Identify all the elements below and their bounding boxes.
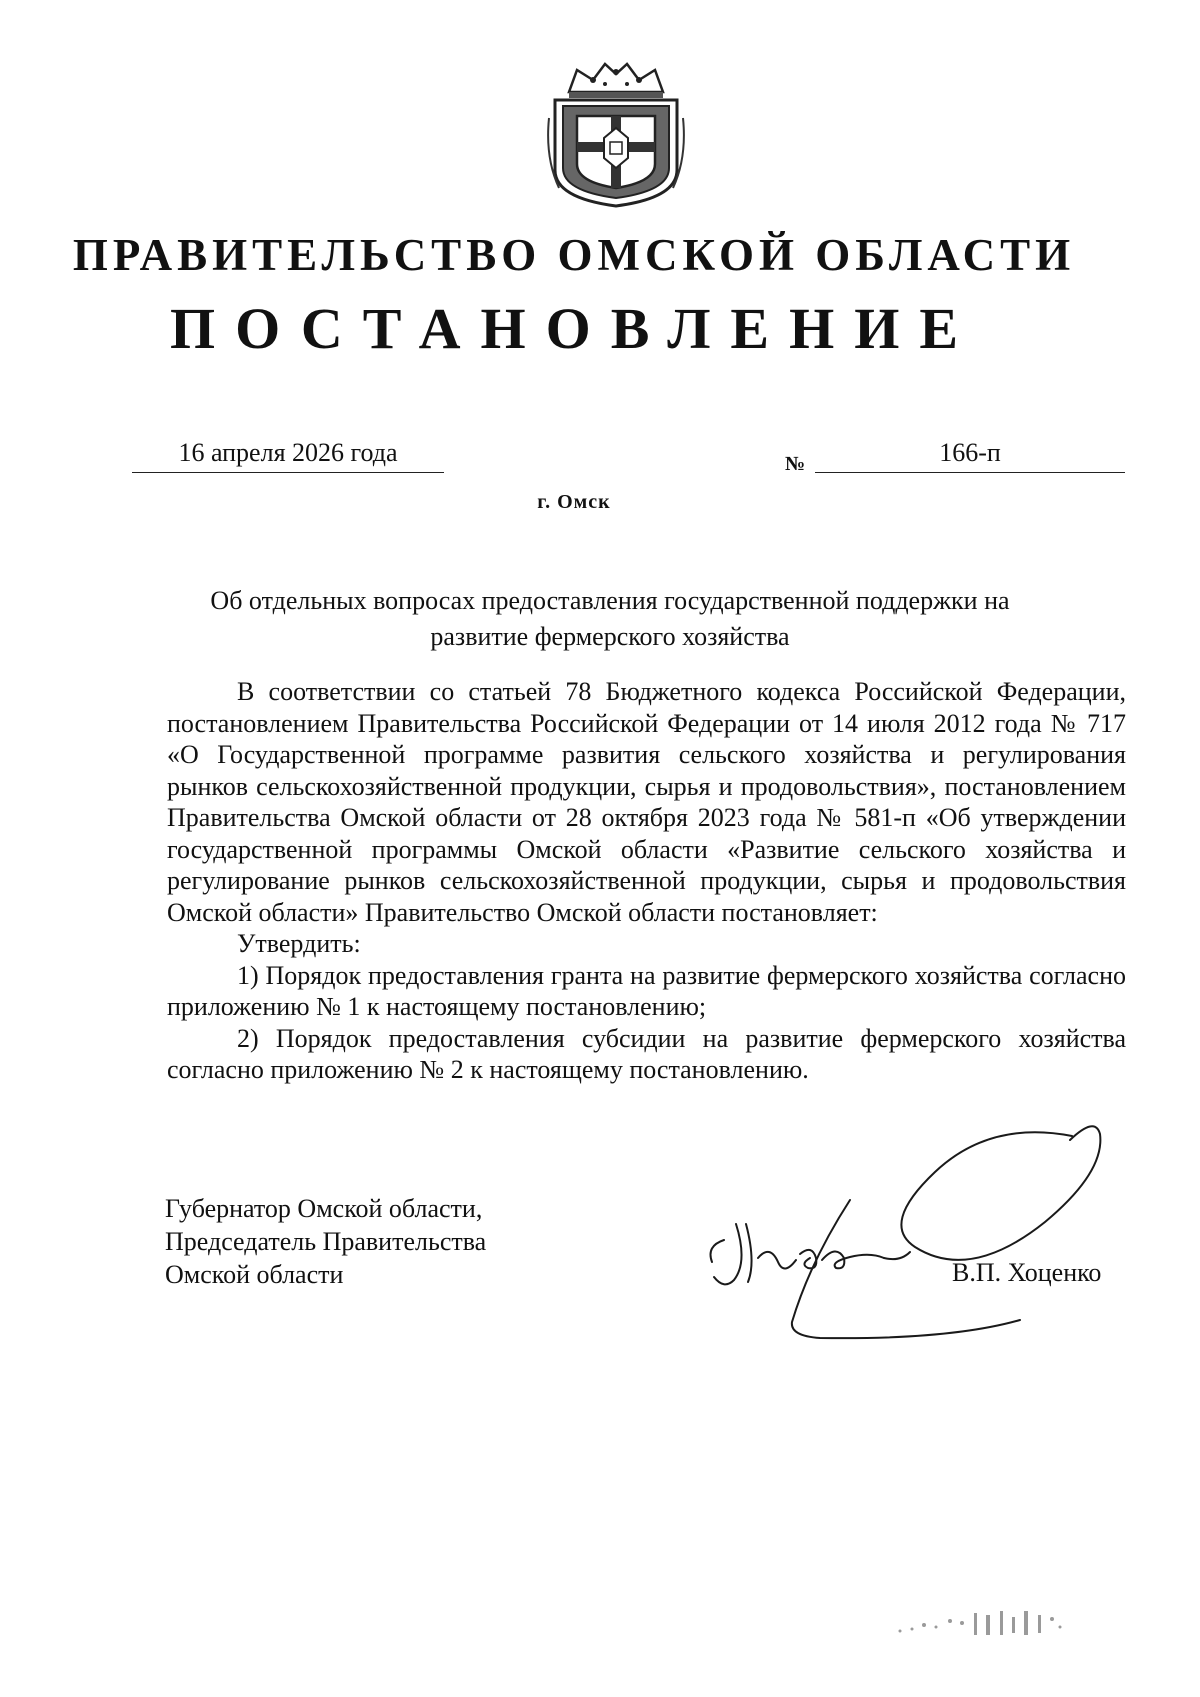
government-name: ПРАВИТЕЛЬСТВО ОМСКОЙ ОБЛАСТИ [72, 230, 1076, 280]
signer-position-line-2: Председатель Правительства [165, 1227, 487, 1256]
preamble-paragraph: В соответствии со статьей 78 Бюджетного кодекса Российской Федерации, постановлением Правительства Российской Федерации от 14 июля 2012 года № 717 «О Государственной программе развития сельского хозяйства и регулирования рынков сельскохозяйственной продукции, сырья и продовольствия», постановлением Правительства Омской области от 28 октября 2023 года № 581-п «Об утверждении государственной программы Омской области «Развитие сельского хозяйства и регулирование рынков сельскохозяйственной продукции, сырья и продовольствия Омской области» Правительство Омской области постановляет: [167, 677, 1126, 927]
item-1-paragraph: 1) Порядок предоставления гранта на развитие фермерского хозяйства согласно приложению № 1 к настоящему постановлению; [167, 960, 1126, 1021]
signer-name: В.П. Хоценко [952, 1258, 1102, 1287]
decree-date: 16 апреля 2026 года [132, 440, 444, 473]
approve-paragraph: Утвердить: [237, 929, 361, 958]
decree-body [167, 676, 1126, 1086]
document-type: ПОСТАНОВЛЕНИЕ [169, 296, 979, 361]
item-2-paragraph: 2) Порядок предоставления субсидии на развитие фермерского хозяйства согласно приложению № 2 к настоящему постановлению. [167, 1023, 1126, 1084]
signer-position-line-1: Губернатор Омской области, [165, 1194, 483, 1223]
city: г. Омск [537, 491, 611, 513]
decree-number: 166-п [815, 440, 1125, 473]
signer-position [165, 1192, 565, 1291]
signer-position-line-3: Омской области [165, 1260, 344, 1289]
number-label: № [785, 453, 806, 475]
decree-title: Об отдельных вопросах предоставления государственной поддержки на развитие фермерского хозяйства [210, 586, 1010, 651]
scan-mark-icon [890, 1605, 1070, 1645]
coat-of-arms-icon [547, 58, 685, 208]
handwritten-signature-icon [700, 1112, 1140, 1342]
